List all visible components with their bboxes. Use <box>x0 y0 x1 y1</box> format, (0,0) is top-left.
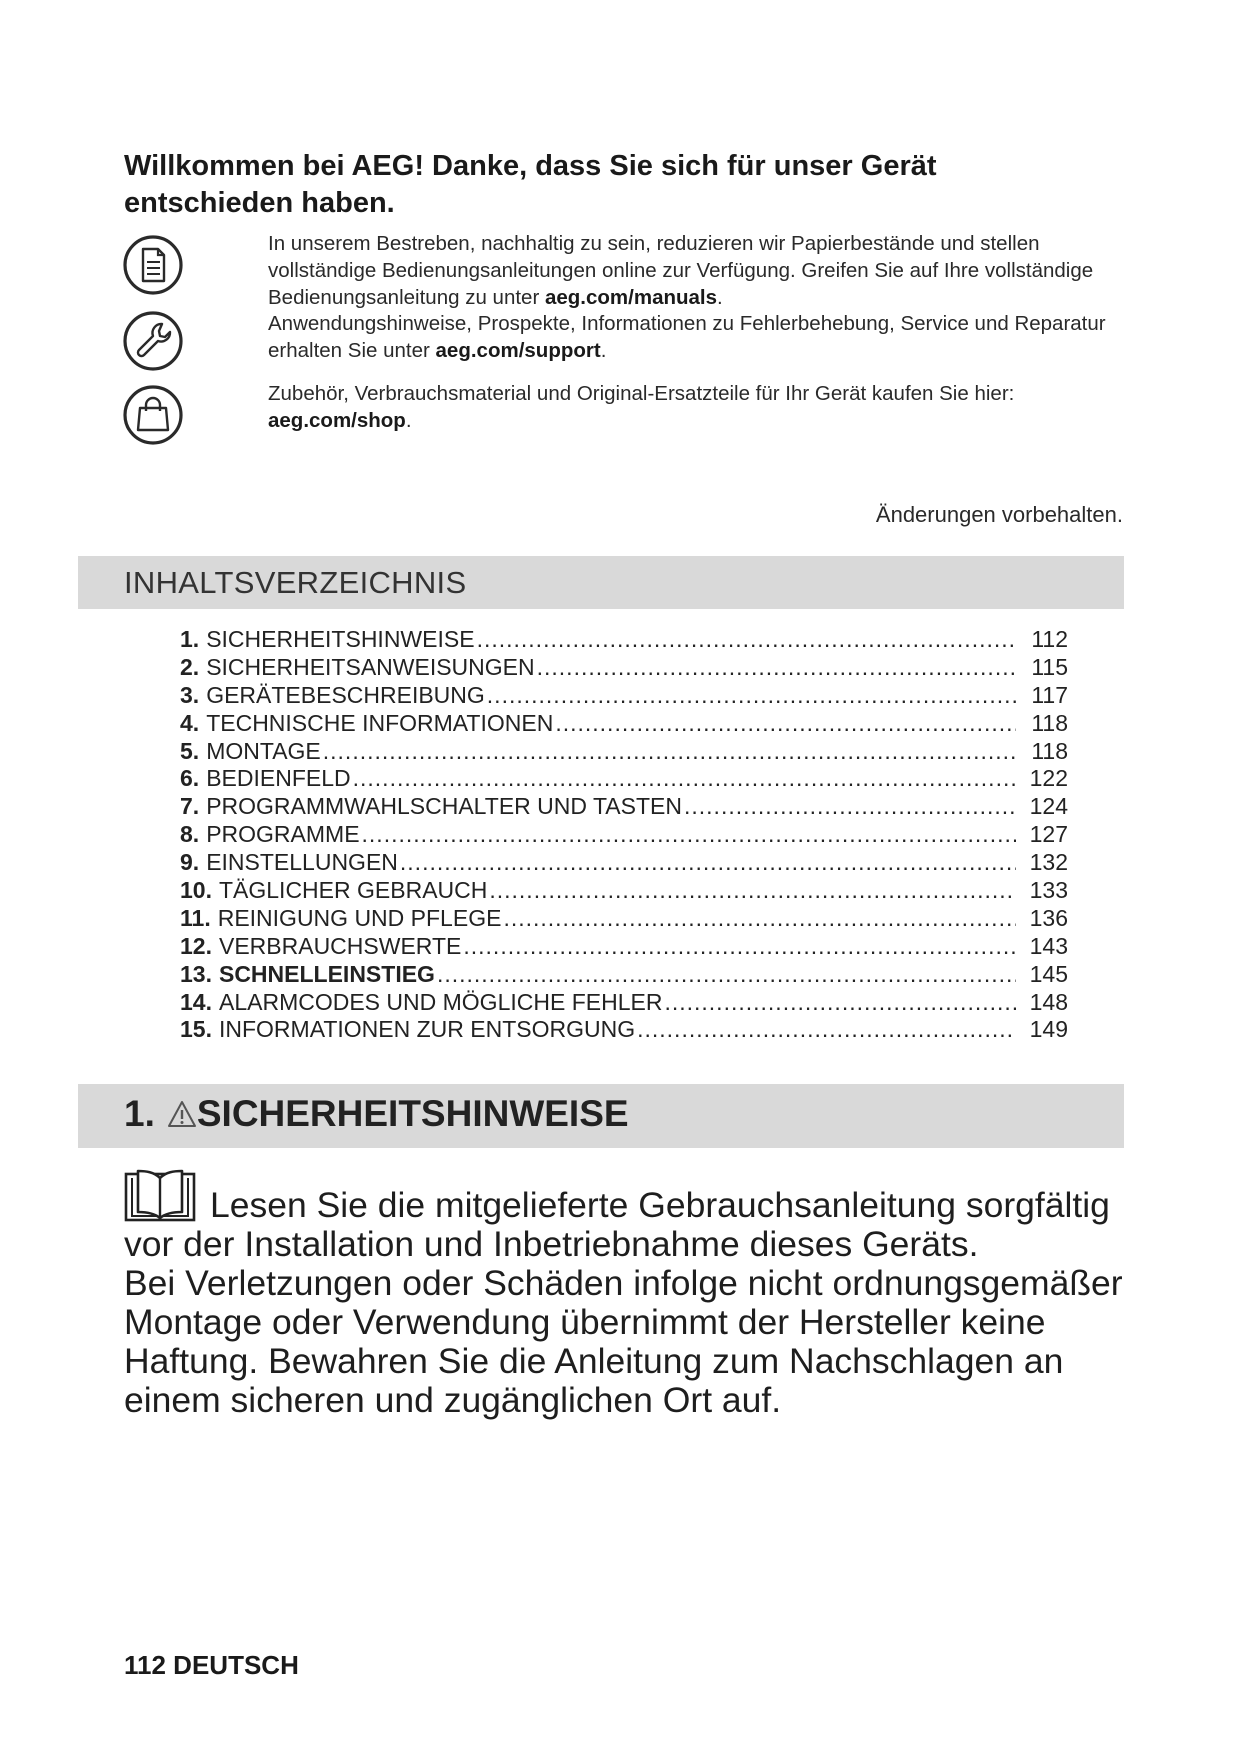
toc-item[interactable] <box>180 905 1068 933</box>
toc-item-number: 11. <box>180 904 211 931</box>
toc-item-number: 4. <box>180 709 200 736</box>
toc-item-page: 117 <box>1031 681 1068 708</box>
toc-item-leader <box>637 1016 1016 1044</box>
toc-item-label: VERBRAUCHSWERTE <box>218 932 462 959</box>
toc-title: INHALTSVERZEICHNIS <box>124 565 467 600</box>
toc-item-number: 7. <box>180 793 200 820</box>
safety-body <box>124 1186 1124 1420</box>
manuals-paragraph <box>268 230 1128 311</box>
toc-item-page: 118 <box>1031 709 1068 736</box>
toc-item[interactable] <box>180 682 1068 710</box>
toc-item-leader <box>323 738 1016 766</box>
support-link[interactable]: aeg.com/support <box>435 339 601 362</box>
toc-item-label: SCHNELLEINSTIEG <box>218 960 435 987</box>
toc-item-number: 10. <box>180 877 212 904</box>
toc-item[interactable] <box>180 933 1068 961</box>
warning-icon <box>167 1100 197 1128</box>
toc-item[interactable] <box>180 765 1068 793</box>
document-icon <box>122 234 184 296</box>
toc-item[interactable] <box>180 849 1068 877</box>
toc-item-leader <box>487 682 1016 710</box>
toc-item-page: 145 <box>1029 960 1068 987</box>
shop-text: Zubehör, Verbrauchsmaterial und Original-Ersatzteile für Ihr Gerät kaufen Sie hier: <box>268 382 1015 405</box>
toc-item-page: 149 <box>1029 1016 1068 1043</box>
shop-period: . <box>405 409 412 432</box>
toc-item[interactable] <box>180 961 1068 989</box>
toc-item[interactable] <box>180 877 1068 905</box>
toc-item-label: BEDIENFELD <box>206 765 351 792</box>
safety-title: SICHERHEITSHINWEISE <box>196 1093 629 1134</box>
toc-item-page: 124 <box>1029 793 1068 820</box>
toc-item-label: TÄGLICHER GEBRAUCH <box>218 877 488 904</box>
toc-item[interactable] <box>180 1016 1068 1044</box>
manuals-period: . <box>717 286 723 309</box>
toc-item-number: 13. <box>180 960 212 987</box>
support-text: Anwendungshinweise, Prospekte, Informationen zu Fehlerbehebung, Service und Reparatur erhalten Sie unter <box>268 312 1106 362</box>
toc-item-page: 127 <box>1029 821 1068 848</box>
toc-item-label: SICHERHEITSANWEISUNGEN <box>206 653 535 680</box>
toc-item-page: 132 <box>1029 849 1068 876</box>
toc-item-number: 15. <box>180 1016 212 1043</box>
toc-item-number: 3. <box>180 681 200 708</box>
toc-item-page: 122 <box>1029 765 1068 792</box>
shop-paragraph <box>268 380 1128 434</box>
toc-item-leader <box>437 961 1016 989</box>
toc-item-label: SICHERHEITSHINWEISE <box>206 626 475 652</box>
safety-heading <box>124 1093 629 1135</box>
toc-item-page: 115 <box>1031 653 1068 680</box>
toc-item-label: ALARMCODES UND MÖGLICHE FEHLER <box>218 988 663 1015</box>
manuals-link[interactable]: aeg.com/manuals <box>544 286 718 309</box>
toc-item-number: 5. <box>180 737 200 764</box>
toc-item[interactable] <box>180 989 1068 1017</box>
toc-item-leader <box>503 905 1016 933</box>
toc-item-number: 6. <box>180 765 200 792</box>
toc-item-number: 9. <box>180 849 200 876</box>
toc-item-leader <box>362 821 1016 849</box>
toc-header-bar <box>78 556 1124 609</box>
wrench-icon <box>122 310 184 372</box>
toc-item[interactable] <box>180 821 1068 849</box>
toc-item-leader <box>537 654 1016 682</box>
toc-item[interactable] <box>180 793 1068 821</box>
page-footer: 112 DEUTSCH <box>124 1650 299 1680</box>
manuals-text: In unserem Bestreben, nachhaltig zu sein, reduzieren wir Papierbestände und stellen vollständige Bedienungsanleitungen online zur Verfügung. Greifen Sie auf Ihre vollständige Bedienungsanleitung zu unter <box>268 232 1094 309</box>
toc-item-label: REINIGUNG UND PFLEGE <box>217 904 502 931</box>
toc-item[interactable] <box>180 654 1068 682</box>
toc-item-leader <box>400 849 1016 877</box>
safety-number: 1. <box>124 1093 155 1134</box>
toc-item-label: INFORMATIONEN ZUR ENTSORGUNG <box>218 1016 636 1043</box>
toc-item[interactable] <box>180 626 1068 654</box>
welcome-heading: Willkommen bei AEG! Danke, dass Sie sich für unser Gerät entschieden haben. <box>124 150 937 219</box>
safety-header-bar <box>78 1084 1124 1148</box>
toc-item-label: EINSTELLUNGEN <box>206 849 398 876</box>
toc-list <box>180 626 1068 1044</box>
toc-item-leader <box>555 710 1016 738</box>
toc-item-leader <box>463 933 1016 961</box>
shopping-bag-icon <box>122 384 184 446</box>
toc-item-label: PROGRAMME <box>206 821 360 848</box>
toc-item-page: 136 <box>1029 904 1068 931</box>
toc-item-number: 14. <box>180 988 212 1015</box>
toc-item-page: 148 <box>1029 988 1068 1015</box>
shop-link[interactable]: aeg.com/shop <box>268 409 406 432</box>
toc-item-label: MONTAGE <box>206 737 321 764</box>
toc-item[interactable] <box>180 738 1068 766</box>
toc-item-label: PROGRAMMWAHLSCHALTER UND TASTEN <box>206 793 682 820</box>
toc-item-page: 118 <box>1031 737 1068 764</box>
toc-item-number: 12. <box>180 932 212 959</box>
toc-item-leader <box>353 765 1016 793</box>
toc-item-leader <box>477 626 1016 654</box>
support-period: . <box>600 339 607 362</box>
safety-paragraph-1: Lesen Sie die mitgelieferte Gebrauchsanleitung sorgfältig vor der Installation und Inbetriebnahme dieses Geräts. <box>124 1185 1110 1264</box>
toc-item-label: TECHNISCHE INFORMATIONEN <box>206 709 554 736</box>
toc-item-page: 143 <box>1029 932 1068 959</box>
toc-item-leader <box>664 989 1016 1017</box>
safety-paragraph-2: Bei Verletzungen oder Schäden infolge nicht ordnungsgemäßer Montage oder Verwendung übernimmt der Hersteller keine Haftung. Bewahren Sie die Anleitung zum Nachschlagen an einem sicheren und zugänglichen Ort auf. <box>124 1263 1123 1420</box>
toc-item-page: 112 <box>1031 626 1068 652</box>
toc-item-label: GERÄTEBESCHREIBUNG <box>206 681 485 708</box>
changes-note: Änderungen vorbehalten. <box>875 502 1123 527</box>
toc-item-number: 8. <box>180 821 200 848</box>
toc-item-number: 1. <box>180 626 200 652</box>
toc-item-leader <box>489 877 1016 905</box>
support-paragraph <box>268 310 1128 364</box>
toc-item-page: 133 <box>1029 877 1068 904</box>
toc-item[interactable] <box>180 710 1068 738</box>
toc-item-leader <box>684 793 1016 821</box>
toc-item-number: 2. <box>180 653 200 680</box>
